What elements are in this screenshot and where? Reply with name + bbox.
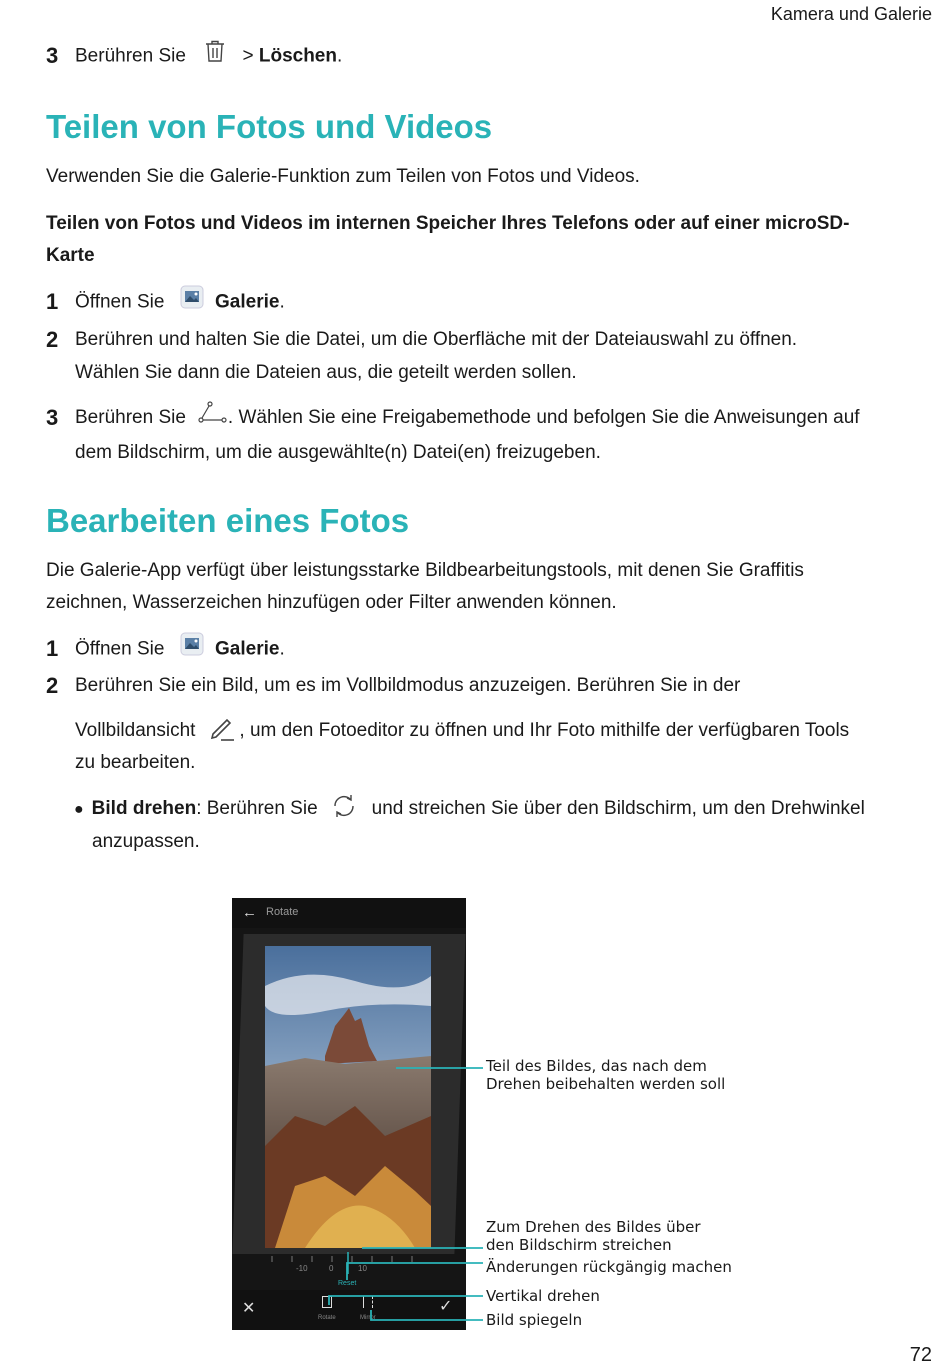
step-number: 1 bbox=[46, 636, 59, 661]
share-step-3: 3 Berühren Sie . Wählen Sie eine Freigabemethode und befolgen Sie die Anweisungen auf dem Bildschirm, um die ausgewählte(n) Datei(en) freizugeben. bbox=[46, 401, 860, 469]
share-subheading-line2: Karte bbox=[46, 245, 95, 266]
share-step-2: 2 Berühren und halten Sie die Datei, um die Oberfläche mit der Dateiauswahl zu öffnen. Wählen Sie dann die Dateien aus, die geteilt werden sollen. bbox=[46, 323, 797, 389]
section-title-share: Teilen von Fotos und Videos bbox=[46, 108, 493, 145]
share-intro: Verwenden Sie die Galerie-Funktion zum Teilen von Fotos und Videos. bbox=[46, 166, 640, 187]
bullet-rotate: ● Bild drehen: Berühren Sie und streichen Sie über den Bildschirm, um den Drehwinkel bbox=[74, 792, 865, 831]
bottom-label-rotate: Rotate bbox=[318, 1315, 336, 1321]
step-number: 3 bbox=[46, 43, 59, 68]
step-number: 2 bbox=[46, 673, 59, 698]
step-number: 3 bbox=[46, 405, 59, 430]
bottom-label-mirror: Mirror bbox=[360, 1315, 376, 1321]
step-number: 2 bbox=[46, 327, 59, 352]
edit-step-1: 1 Öffnen Sie Galerie. bbox=[46, 632, 285, 667]
ruler-tick-label: -10 bbox=[296, 1264, 308, 1273]
step-number: 1 bbox=[46, 289, 59, 314]
running-header: Kamera und Galerie bbox=[770, 4, 932, 24]
edit-step-2: 2 Berühren Sie ein Bild, um es im Vollbildmodus anzuzeigen. Berühren Sie in der bbox=[46, 669, 740, 702]
reset-button[interactable]: Reset bbox=[338, 1280, 357, 1287]
back-arrow-icon: ← bbox=[242, 904, 257, 921]
ruler-tick-label: 10 bbox=[358, 1264, 367, 1273]
callout-keep-part: Teil des Bildes, das nach dem Drehen beibehalten werden soll bbox=[486, 1057, 726, 1093]
edit-step-2-line2: Vollbildansicht , um den Fotoeditor zu öffnen und Ihr Foto mithilfe der verfügbaren Tools bbox=[75, 714, 849, 753]
close-icon[interactable]: ✕ bbox=[242, 1300, 256, 1317]
step-text: Berühren Sie > Löschen. bbox=[75, 39, 342, 74]
edit-intro-line1: Die Galerie-App verfügt über leistungsstarke Bildbearbeitungstools, mit denen Sie Graffitis bbox=[46, 560, 804, 581]
bullet-icon: ● bbox=[74, 801, 84, 818]
section-title-edit: Bearbeiten eines Fotos bbox=[46, 502, 410, 539]
confirm-check-icon[interactable]: ✓ bbox=[439, 1298, 453, 1315]
callout-swipe-rotate: Zum Drehen des Bildes über den Bildschirm streichen bbox=[486, 1218, 701, 1254]
ruler-tick-label: 0 bbox=[329, 1264, 334, 1273]
share-step-1: 1 Öffnen Sie Galerie. bbox=[46, 285, 285, 320]
share-subheading-line1: Teilen von Fotos und Videos im internen Speicher Ihres Telefons oder auf einer microSD- bbox=[46, 213, 850, 234]
screenshot-title: Rotate bbox=[266, 906, 299, 918]
callout-mirror: Bild spiegeln bbox=[486, 1311, 583, 1329]
page-number: 72 bbox=[909, 1344, 932, 1366]
callout-vertical-rotate: Vertikal drehen bbox=[486, 1287, 600, 1305]
bullet-rotate-line2: anzupassen. bbox=[92, 831, 200, 852]
edit-step-2-line3: zu bearbeiten. bbox=[75, 752, 196, 773]
callout-undo: Änderungen rückgängig machen bbox=[486, 1258, 732, 1276]
edit-intro-line2: zeichnen, Wasserzeichen hinzufügen oder Filter anwenden können. bbox=[46, 592, 617, 613]
